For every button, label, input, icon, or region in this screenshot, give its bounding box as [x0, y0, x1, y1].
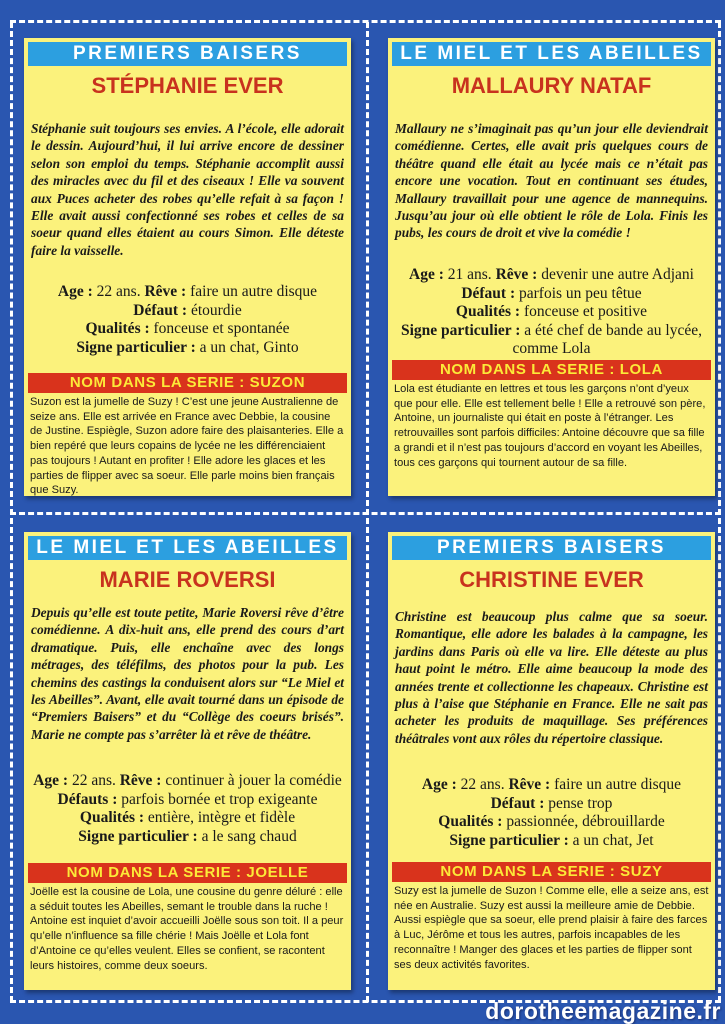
age-value: 21 ans. [447, 266, 492, 283]
reve-value: faire un autre disque [554, 776, 682, 793]
cut-line-left [10, 22, 13, 1002]
actress-bio: Christine est beaucoup plus calme que sa soeur. Romantique, elle adore les balades à la campagne, les jardins dans Paris où elle va lire. Elle déteste au plus haut point le métro. Elle aime beaucoup la mode des années trente et collectionne les chapeaux. Christine est plus à l’aise que Stéphanie en France. Elle ne sait pas acheter les produits de maquillage. Ses préférences théâtrales vont aux rôles du répertoire classique. [395, 609, 708, 746]
signe-label: Signe particulier : [401, 321, 521, 339]
reve-label: Rêve : [119, 772, 162, 789]
serie-description: Suzy est la jumelle de Suzon ! Comme elle, elle a seize ans, est née en Australie. Suzy est aussi la meilleure amie de Debbie. Aussi espiègle que sa soeur, elle prend plaisir à faire des farces à Luc, Jérôme et tous les autres, parfois incapables de les reconnaître ! Manger des glaces et les parties de flipper sont ses deux activités favorites. [394, 885, 709, 971]
actress-name: MALLAURY NATAF [451, 73, 652, 98]
reve-label: Rêve : [495, 266, 538, 283]
defaut-value: parfois bornée et trop exigeante [121, 790, 318, 808]
actress-facts [28, 283, 347, 357]
qualites-value: entière, intègre et fidèle [147, 809, 296, 826]
serie-name-bar: NOM DANS LA SERIE : LOLA [392, 360, 711, 380]
age-label: Age : [33, 772, 69, 789]
signe-label: Signe particulier : [76, 338, 196, 356]
signe-value: a un chat, Ginto [199, 338, 299, 356]
actress-facts [392, 266, 711, 359]
qualites-value: passionnée, débrouillarde [506, 813, 665, 830]
serie-description: Suzon est la jumelle de Suzy ! C’est une jeune Australienne de seize ans. Elle est arrivée en France avec Debbie, la cousine de Justine. Espiègle, Suzon adore faire des plaisanteries. Elle a bien repéré que leurs copains de lycée ne les différenciaient pas toujours ! Autant en profiter ! Elle adore les glaces et les parties de flipper avec sa soeur. Elle parle moins bien français que Suzy. [30, 396, 344, 496]
defaut-value: étourdie [190, 301, 242, 319]
show-banner: LE MIEL ET LES ABEILLES [28, 536, 347, 560]
reve-label: Rêve : [144, 283, 187, 300]
actress-name: MARIE ROVERSI [99, 567, 276, 592]
signe-value: a un chat, Jet [572, 831, 654, 849]
show-banner: LE MIEL ET LES ABEILLES [392, 42, 711, 66]
age-value: 22 ans. [460, 776, 505, 793]
website-watermark: dorotheemagazine.fr [485, 998, 721, 1024]
profile-card-stephanie [24, 38, 351, 496]
defaut-label: Défauts : [57, 790, 118, 808]
age-label: Age : [409, 266, 444, 283]
age-value: 22 ans. [71, 772, 116, 789]
actress-name: CHRISTINE EVER [459, 567, 644, 592]
qualites-label: Qualités : [455, 303, 521, 320]
defaut-label: Défaut : [461, 284, 516, 302]
serie-description: Lola est étudiante en lettres et tous les garçons n’ont d’yeux que pour elle. Elle est tellement belle ! Elle a retrouvé son père, Antoine, un journaliste qui était en poste à l’étranger. Les retrouvailles sont parfois difficiles: Antoine découvre que sa fille a grandi et il n’est pas toujours d’accord en voyant les Abeilles, tous ces garçons qui tournent autour de sa fille. [394, 383, 706, 469]
profile-card-marie [24, 532, 351, 990]
reve-value: devenir une autre Adjani [541, 266, 694, 283]
reve-value: faire un autre disque [190, 283, 318, 300]
actress-name: STÉPHANIE EVER [91, 73, 284, 98]
serie-name-bar: NOM DANS LA SERIE : SUZY [392, 862, 711, 882]
actress-bio: Depuis qu’elle est toute petite, Marie Roversi rêve d’être comédienne. A dix-huit ans, elle prend des cours d’art dramatique. Puis, elle enchaîne avec des longs métrages, des téléfilms, des photos pour la pub. Les chemins des castings la conduisent alors sur “Le Miel et les Abeilles”. Avant, elle avait tourné dans un épisode de “Premiers Baisers” et du “Collège des coeurs brisés”. Marie ne compte pas s’arrêter là et rêve de théâtre. [31, 605, 344, 742]
serie-description: Joëlle est la cousine de Lola, une cousine du genre déluré : elle a séduit toutes les Abeilles, semant le trouble dans la ruche ! Antoine est inquiet d’avoir accueilli Joëlle sous son toit. Il a peur qu’elle n’influence sa fille chérie ! Mais Joëlle et Lola font d’Antoine ce qu’elles veulent. Elles se confient, se racontent leurs histoires, comme deux soeurs. [30, 886, 344, 972]
qualites-value: fonceuse et spontanée [153, 320, 290, 337]
show-banner: PREMIERS BAISERS [28, 42, 347, 66]
actress-facts [28, 772, 347, 846]
show-banner: PREMIERS BAISERS [392, 536, 711, 560]
defaut-value: pense trop [548, 794, 613, 812]
reve-label: Rêve : [508, 776, 551, 793]
age-label: Age : [57, 283, 93, 300]
defaut-label: Défaut : [133, 301, 188, 319]
actress-bio: Mallaury ne s’imaginait pas qu’un jour elle deviendrait comédienne. Certes, elle avait pris quelques cours de théâtre quand elle était au lycée mais ce n’était pas encore une vocation. Tout en continuant ses études, Mallaury travaillait pour une agence de mannequins. Jusqu’au jour où elle obtient le rôle de Lola. Finis les pubs, les cours de droit et vive la comédie ! [395, 121, 708, 241]
qualites-label: Qualités : [85, 320, 150, 337]
age-label: Age : [421, 776, 457, 793]
qualites-label: Qualités : [79, 809, 145, 826]
defaut-value: parfois un peu têtue [519, 284, 642, 302]
cut-line-right [718, 22, 721, 1002]
signe-value: a été chef de bande au lycée, comme Lola [512, 321, 702, 357]
qualites-label: Qualités : [438, 813, 503, 830]
signe-label: Signe particulier : [449, 831, 569, 849]
reve-value: continuer à jouer la comédie [165, 772, 342, 789]
qualites-value: fonceuse et positive [523, 303, 648, 320]
defaut-label: Défaut : [490, 794, 545, 812]
profile-card-christine [388, 532, 715, 990]
actress-bio: Stéphanie suit toujours ses envies. A l’école, elle adorait le dessin. Aujourd’hui, il lui arrive encore de dessiner selon son emploi du temps. Stéphanie accomplit aussi des miracles avec du fil et des ciseaux ! Elle va souvent aux Puces acheter des robes qu’elle refait à sa façon ! Elle avait aussi confectionné ses robes et celles de sa soeur quand elles étaient au cours Simon. Elle déteste faire la vaisselle. [31, 121, 344, 258]
age-value: 22 ans. [96, 283, 141, 300]
actress-facts [392, 776, 711, 850]
cut-line-center [366, 22, 369, 1002]
signe-label: Signe particulier : [78, 827, 198, 845]
serie-name-bar: NOM DANS LA SERIE : JOELLE [28, 863, 347, 883]
profile-card-mallaury [388, 38, 715, 496]
serie-name-bar: NOM DANS LA SERIE : SUZON [28, 373, 347, 393]
signe-value: a le sang chaud [201, 827, 297, 845]
